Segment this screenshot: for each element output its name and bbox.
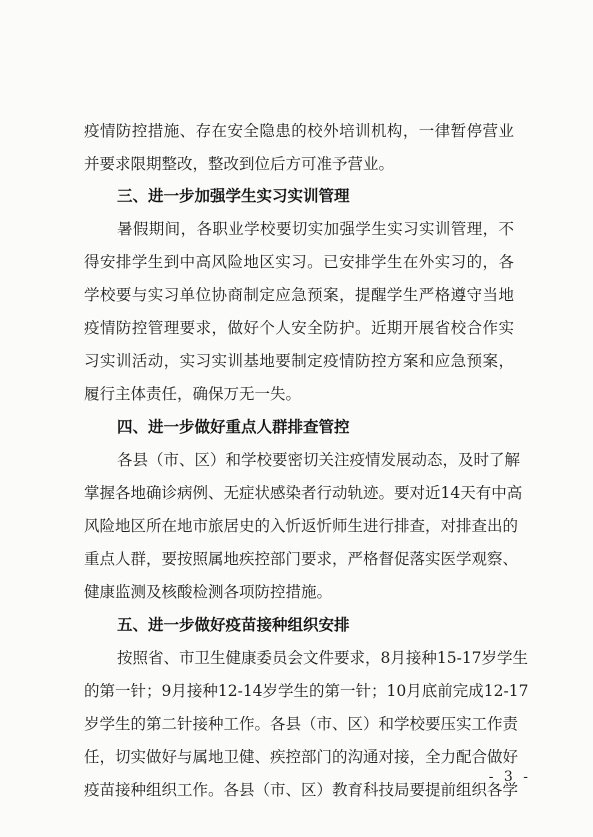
body-line: 疫情防控措施、存在安全隐患的校外培训机构，一律暂停营业 xyxy=(84,122,514,140)
body-line: 岁学生的第二针接种工作。各县（市、区）和学校要压实工作责 xyxy=(84,715,519,733)
body-line: 履行主体责任，确保万无一失。 xyxy=(84,385,302,403)
body-line: 得安排学生到中高风险地区实习。已安排学生在外实习的，各 xyxy=(84,253,514,271)
body-line: 任，切实做好与属地卫健、疾控部门的沟通对接，全力配合做好 xyxy=(84,748,519,766)
body-line: 按照省、市卫生健康委员会文件要求，8月接种15-17岁学生 xyxy=(117,649,529,667)
body-line: 各县（市、区）和学校要密切关注疫情发展动态，及时了解 xyxy=(117,451,521,469)
body-line: 的第一针；9月接种12-14岁学生的第一针；10月底前完成12-17 xyxy=(84,682,529,700)
body-line: 并要求限期整改，整改到位后方可准予营业。 xyxy=(84,155,395,173)
section-heading-4: 四、进一步做好重点人群排查管控 xyxy=(117,418,350,436)
body-line: 重点人群，要按照属地疾控部门要求，严格督促落实医学观察、 xyxy=(84,550,519,568)
body-line: 疫情防控管理要求，做好个人安全防护。近期开展省校合作实 xyxy=(84,319,514,337)
body-line: 学校要与实习单位协商制定应急预案，提醒学生严格遵守当地 xyxy=(84,286,514,304)
body-line: 风险地区所在地市旅居史的入忻返忻师生进行排查，对排查出的 xyxy=(84,517,519,535)
section-heading-5: 五、进一步做好疫苗接种组织安排 xyxy=(117,616,350,634)
body-line: 健康监测及核酸检测各项防控措施。 xyxy=(84,583,333,601)
body-line: 疫苗接种组织工作。各县（市、区）教育科技局要提前组织各学 xyxy=(84,781,519,799)
page-number: - 3 - xyxy=(488,769,531,785)
body-line: 暑假期间，各职业学校要切实加强学生实习实训管理，不 xyxy=(117,220,514,238)
body-line: 掌握各地确诊病例、无症状感染者行动轨迹。要对近14天有中高 xyxy=(84,484,523,502)
body-line: 习实训活动，实习实训基地要制定疫情防控方案和应急预案， xyxy=(84,352,514,370)
section-heading-3: 三、进一步加强学生实习实训管理 xyxy=(117,187,350,205)
